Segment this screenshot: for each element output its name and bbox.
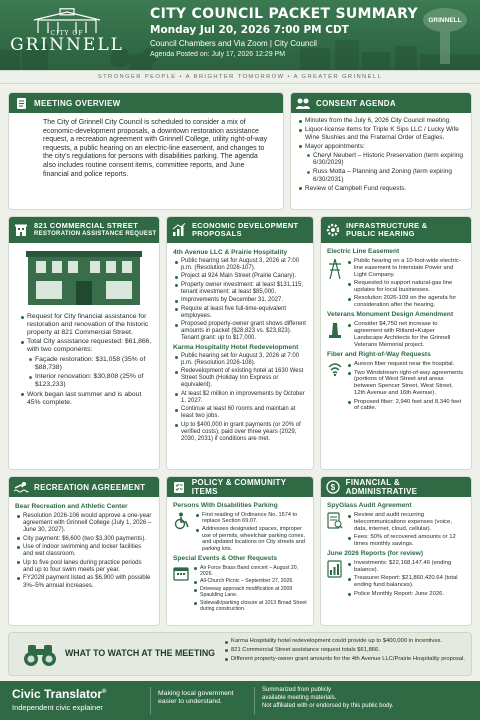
brand-name-line: [12, 687, 106, 701]
infrastructure-card: [320, 216, 472, 470]
recreation-header: [9, 477, 159, 497]
brand-name: Civic Translator: [12, 687, 103, 701]
recreation-item: Up to five pool lanes during practice periods and up to four swim meets per year.: [15, 559, 153, 573]
consent-agenda-body: [291, 113, 471, 198]
infra-item: Requested to support natural-gas line updates for local businesses.: [346, 280, 465, 294]
footer-divider: [254, 687, 255, 714]
city-hall-icon: [30, 8, 104, 34]
footer-mission: [158, 690, 234, 707]
economic-development-body: [167, 243, 313, 448]
infra-section-3: [327, 361, 465, 414]
calendar-icon: [173, 565, 189, 581]
consent-item: Liquor-license items for Triple K Sips LLC / Lucky Wife Wine Slushies and the Fraternal Order of Eagles.: [297, 126, 465, 141]
storefront-illustration: [24, 247, 144, 307]
dollar-icon: [325, 479, 341, 495]
infra-section-2: [327, 321, 465, 350]
commercial-item: Total City assistance requested: $61,866, with two components:: [19, 338, 153, 354]
policy-sub-1: Persons With Disabilities Parking: [173, 502, 278, 509]
meeting-date: Monday Jul 20, 2026 7:00 PM CDT: [150, 24, 349, 36]
footer-disclaimer-line-1: Summarized from publicly: [262, 687, 332, 693]
infrastructure-title-block: [346, 222, 427, 238]
financial-sub-1: SpyGlass Audit Agreement: [327, 502, 412, 509]
what-to-watch-title: WHAT TO WATCH AT THE MEETING: [65, 648, 216, 658]
watch-item: 821 Commercial Street assistance request totals $61,866.: [223, 647, 471, 654]
policy-body: [167, 497, 313, 618]
report-chart-icon: [327, 560, 343, 578]
document-icon: [13, 95, 29, 111]
economic-item: Public hearing set for August 3, 2026 at 7:00 p.m. (Resolution 2026-107).: [173, 258, 307, 272]
consent-agenda-card: [290, 92, 472, 210]
economic-sub-1: 4th Avenue LLC & Prairie Hospitality: [173, 249, 288, 256]
economic-development-title: ECONOMIC DEVELOPMENT PROPOSALS: [192, 221, 299, 238]
financial-item: Police Monthly Report: June 2026.: [346, 591, 465, 598]
city-logo: [8, 6, 126, 66]
page-title: CITY COUNCIL PACKET SUMMARY: [150, 6, 418, 22]
consent-agenda-title: CONSENT AGENDA: [316, 98, 396, 108]
water-tower-icon: [420, 2, 470, 64]
commercial-street-title-block: [34, 222, 156, 238]
recreation-item: City payment: $6,600 (two $3,300 payments).: [15, 535, 153, 542]
meeting-location: Council Chambers and Via Zoom | City Council: [150, 39, 317, 48]
tagline: STRONGER PEOPLE • A BRIGHTER TOMORROW • A GREATER GRINNELL: [0, 70, 480, 84]
policy-item: Air Force Brass Band concert – August 20, 2026.: [192, 565, 307, 577]
consent-item: Mayor appointments:: [297, 143, 465, 151]
policy-item: All-Church Picnic – September 27, 2026.: [192, 578, 307, 584]
recreation-sub: Bear Recreation and Athletic Center: [15, 503, 128, 510]
financial-title: FINANCIAL & ADMINISTRATIVE: [345, 478, 418, 496]
financial-card: [320, 476, 472, 626]
infra-sub-2: Veterans Monument Design Amendment: [327, 311, 454, 319]
building-icon: [13, 222, 29, 238]
meeting-overview-text: The City of Grinnell City Council is scheduled to consider a mix of economic-development proposals, a downtown restoration assistance request, a recreation agreement with Grinnell College, utility right-of-way requests, a public hearing on an electric-line easement, and changes to the city's regulations for persons with disabilities parking. The agenda also includes routine consent items, committee reports, and June financial and police reports.: [43, 119, 268, 178]
policy-header: [167, 477, 313, 497]
svg-text:$: $: [330, 483, 336, 492]
financial-body: [321, 497, 471, 603]
header-banner: [0, 0, 480, 70]
infra-item: Resolution 2026-109 on the agenda for consideration after the hearing.: [346, 295, 465, 309]
economic-item: Project at 924 Main Street (Prairie Canary).: [173, 273, 307, 280]
financial-item: Fees: 50% of recovered amounts or 12 times monthly savings.: [346, 534, 465, 548]
economic-item: Public hearing set for August 3, 2026 at 7:00 p.m. (Resolution 2026-108).: [173, 353, 307, 367]
economic-item: At least $2 million in improvements by October 1, 2027.: [173, 391, 307, 405]
power-line-icon: [327, 258, 343, 280]
footer-disclaimer: [262, 687, 394, 710]
economic-item: Up to $400,000 in grant payments (or 20% of verified costs), paid over three years (2029, 2030, 2031) if conditions are met.: [173, 422, 307, 443]
economic-development-header: [167, 217, 313, 243]
commercial-item: Request for City financial assistance for restoration and renovation of the historic property at 821 Commercial Street.: [19, 313, 153, 337]
economic-sub-2: Karma Hospitality Hotel Redevelopment: [173, 343, 299, 351]
logo-city-of: CITY OF: [50, 30, 84, 37]
what-to-watch-panel: [8, 632, 472, 676]
appointment-item: Russ Motta – Planning and Zoning (term expiring 6/30/2031): [305, 168, 465, 183]
policy-title: POLICY & COMMUNITY ITEMS: [191, 478, 287, 496]
footer-mission-line-1: Making local government: [158, 690, 234, 697]
policy-item: Addresses designated spaces, improper use of permits, wheelchair parking cones, and updated locations on City streets and parking lots.: [194, 526, 307, 552]
recreation-card: [8, 476, 160, 626]
recreation-title: RECREATION AGREEMENT: [34, 482, 146, 492]
infra-section-1: [327, 258, 465, 311]
commercial-street-card: [8, 216, 160, 470]
infrastructure-title-2: PUBLIC HEARING: [346, 229, 415, 238]
header-text: [150, 6, 418, 58]
economic-item: Property owner investment: at least $131,115; tenant investment: at least $85,000.: [173, 282, 307, 296]
policy-section-1: [173, 512, 307, 554]
financial-sub-2: June 2026 Reports (for review): [327, 550, 424, 558]
footer-mission-line-2: easier to understand.: [158, 698, 222, 706]
what-to-watch-list: [223, 638, 471, 664]
infrastructure-header: [321, 217, 471, 243]
binoculars-icon: [23, 643, 57, 667]
policy-card: [166, 476, 314, 626]
recreation-item: FY2028 payment listed as $6,900 with possible 3%–5% annual increases.: [15, 574, 153, 588]
infra-item: Aureon fiber request near the hospital.: [346, 361, 465, 368]
people-icon: [295, 95, 311, 111]
infra-sub-3: Fiber and Right-of-Way Requests: [327, 351, 431, 359]
economic-item: Improvements by December 31, 2027.: [173, 297, 307, 304]
recreation-item: Resolution 2026-106 would approve a one-year agreement with Grinnell College (July 1, 2026 – June 30, 2027).: [15, 512, 153, 533]
footer-disclaimer-line-2: available meeting materials.: [262, 694, 337, 701]
footer-divider: [150, 687, 151, 714]
watch-item: Different property-owner grant amounts for the 4th Avenue LLC/Prairie Hospitality proposal.: [223, 656, 471, 663]
brand-registered-mark: ®: [102, 689, 107, 695]
financial-item: Review and audit recurring telecommunications expenses (voice, data, internet, cloud, cellular).: [346, 512, 465, 533]
financial-item: Treasurer Report: $21,860,420.64 (total ending fund balances).: [346, 575, 465, 589]
economic-item: Continue at least 60 rooms and maintain at least two jobs.: [173, 406, 307, 420]
monument-icon: [327, 321, 343, 339]
civic-translator-brand: [12, 687, 106, 712]
infra-item: Proposed fiber: 2,940 feet and 8,340 feet of cable.: [346, 399, 465, 413]
swimmer-icon: [13, 479, 29, 495]
policy-item: First reading of Ordinance No. 1574 to replace Section 69.07.: [194, 512, 307, 525]
financial-section-1: [327, 512, 465, 549]
commercial-street-header: [9, 217, 159, 243]
footer-bar: [0, 681, 480, 720]
infra-item: Two Windstream right-of-way agreements (portions of West Street and areas between Spencer Street, West Street, 12th Avenue and 16th Avenue).: [346, 370, 465, 398]
watch-item: Karma Hospitality hotel redevelopment could provide up to $400,000 in incentives.: [223, 638, 471, 645]
wheelchair-icon: [173, 512, 191, 530]
policy-sub-2: Special Events & Other Requests: [173, 554, 278, 562]
consent-item: Review of Campbell Fund requests.: [297, 185, 465, 193]
consent-item: Minutes from the July 6, 2026 City Council meeting.: [297, 117, 465, 125]
policy-item: Sidewalk/parking closure at 1013 Broad Street during construction.: [192, 600, 307, 612]
wifi-icon: [327, 361, 343, 377]
commercial-component: Façade restoration: $31,058 (35% of $88,738): [27, 356, 153, 372]
infrastructure-title-1: INFRASTRUCTURE &: [346, 221, 428, 230]
commercial-street-body: [9, 311, 159, 410]
infra-item: Consider $4,750 net increase to agreement with Ritland+Kuiper Landscape Architects for the Grinnell Veterans Memorial project.: [346, 321, 465, 349]
commercial-component: Interior renovation: $30,808 (25% of $123,233): [27, 373, 153, 389]
financial-section-2: [327, 560, 465, 599]
economic-item: Proposed property-owner grant shows different amounts in packet ($28,823 vs. $23,823). Tenant grant: up to $17,000.: [173, 321, 307, 342]
infrastructure-body: [321, 243, 471, 418]
gear-icon: [325, 222, 341, 238]
footer-disclaimer-line-3: Not affiliated with or endorsed by this public body.: [262, 702, 394, 709]
audit-document-icon: [327, 512, 343, 530]
infra-item: Public hearing on a 10-foot-wide electric-line easement to Interstate Power and Light Company.: [346, 258, 465, 279]
meeting-overview-card: [8, 92, 284, 210]
logo-name: GRINNELL: [10, 35, 124, 55]
economic-item: Require at least five full-time-equivalent employees.: [173, 306, 307, 320]
economic-item: Redevelopment of existing hotel at 1630 West Street South (Holiday Inn Express or equivalent).: [173, 368, 307, 389]
growth-chart-icon: [171, 222, 187, 238]
recreation-item: Use of indoor swimming and locker facilities and wet classroom.: [15, 543, 153, 557]
economic-development-card: [166, 216, 314, 470]
meeting-overview-title: MEETING OVERVIEW: [34, 98, 121, 108]
policy-item: Driveway approach modification at 2009 Spaulding Lane.: [192, 586, 307, 598]
agenda-posted: Agenda Posted on: July 17, 2026 12:29 PM: [150, 51, 286, 58]
meeting-overview-header: [9, 93, 283, 113]
commercial-street-subtitle: RESTORATION ASSISTANCE REQUEST: [34, 231, 157, 237]
infra-sub-1: Electric Line Easement: [327, 248, 400, 255]
appointment-item: Cheryl Neubert – Historic Preservation (term expiring 6/30/2029): [305, 152, 465, 167]
financial-item: Investments: $22,168,147.46 (ending balance).: [346, 560, 465, 574]
water-tower-label: GRINNELL: [428, 17, 462, 24]
consent-agenda-header: [291, 93, 471, 113]
commercial-street-title: 821 COMMERCIAL STREET: [34, 221, 139, 230]
checklist-icon: [171, 479, 187, 495]
recreation-body: [9, 497, 159, 594]
commercial-item: Work began last summer and is about 45% complete.: [19, 391, 153, 407]
brand-tagline: Independent civic explainer: [12, 703, 103, 712]
policy-section-2: [173, 565, 307, 614]
financial-header: [321, 477, 471, 497]
